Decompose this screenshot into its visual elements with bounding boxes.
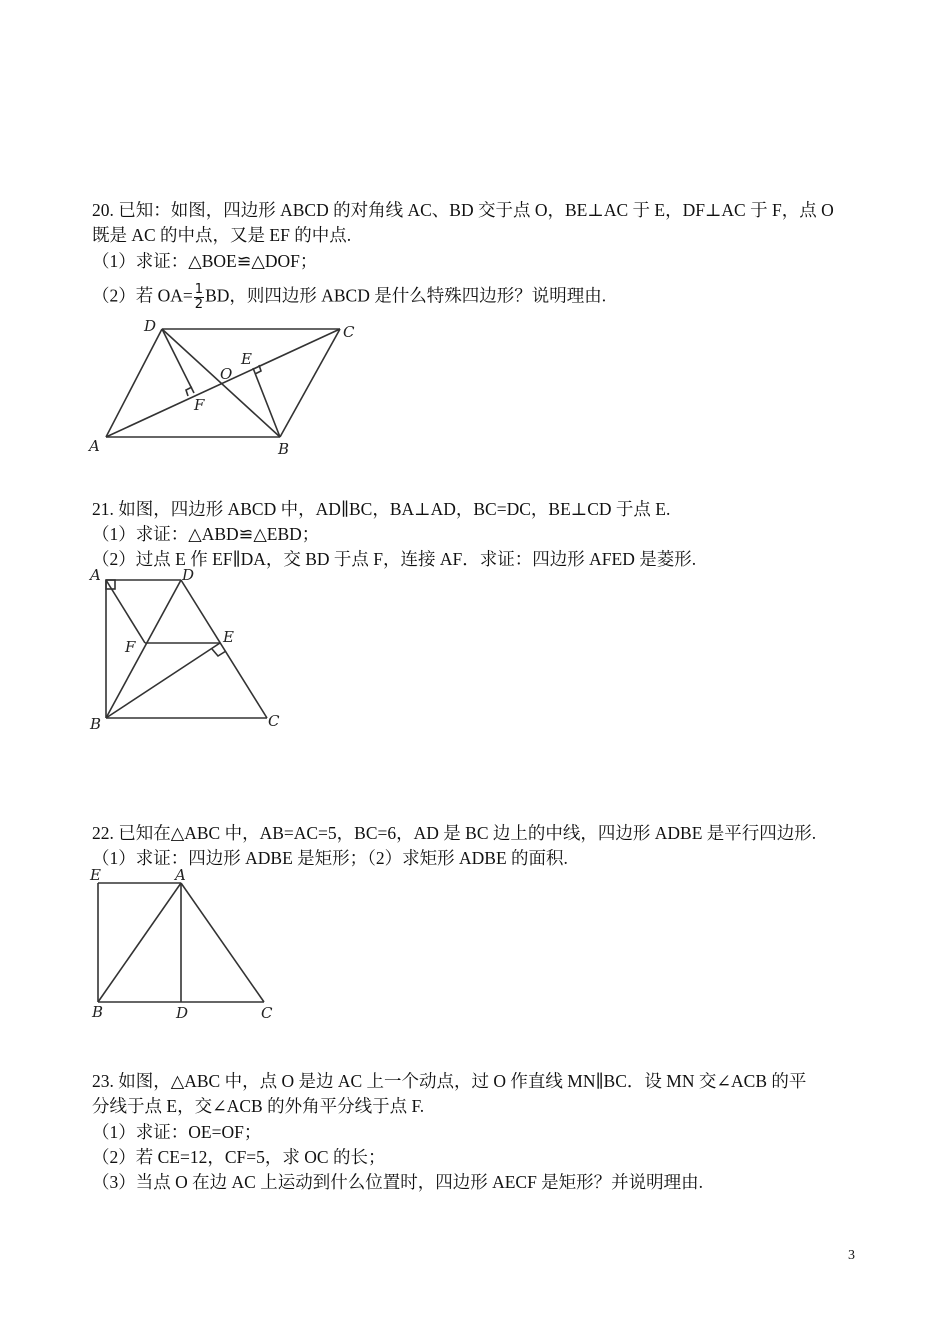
label-C: C — [268, 712, 280, 730]
label-E: E — [223, 628, 234, 646]
problem-20-line-1: 20. 已知：如图，四边形 ABCD 的对角线 AC、BD 交于点 O，BE⊥AC 于 E，DF⊥AC 于 F，点 O — [92, 200, 834, 220]
label-C: C — [261, 1004, 273, 1022]
label-F: F — [125, 638, 136, 656]
problem-20-line-2: 既是 AC 的中点，又是 EF 的中点. — [92, 225, 352, 245]
label-A: A — [90, 566, 101, 584]
problem-23-part-2: （2）若 CE=12，CF=5，求 OC 的长； — [92, 1147, 386, 1167]
problem-22-line-1: 22. 已知在△ABC 中，AB=AC=5，BC=6，AD 是 BC 边上的中线，四边形 ADBE 是平行四边形. — [92, 823, 817, 843]
side-AC — [181, 883, 264, 1002]
label-A: A — [89, 437, 100, 455]
fraction-numerator: 1 — [194, 282, 204, 297]
label-B: B — [92, 1003, 104, 1021]
fraction-denominator: 2 — [194, 297, 204, 312]
problem-23-part-3: （3）当点 O 在边 AC 上运动到什么位置时，四边形 AECF 是矩形？并说明理由. — [92, 1172, 704, 1192]
problem-21-line-1: 21. 如图，四边形 ABCD 中，AD∥BC，BA⊥AD，BC=DC，BE⊥CD 于点 E. — [92, 499, 671, 519]
label-C: C — [343, 323, 355, 341]
problem-22-parts: （1）求证：四边形 ADBE 是矩形；（2）求矩形 ADBE 的面积. — [92, 848, 568, 868]
problem-21-part-1: （1）求证：△ABD≌△EBD； — [92, 524, 320, 544]
label-F: F — [194, 396, 205, 414]
problem-23-line-1: 23. 如图，△ABC 中，点 O 是边 AC 上一个动点，过 O 作直线 MN∥BC．设 MN 交∠ACB 的平 — [92, 1071, 807, 1091]
label-E: E — [241, 350, 252, 368]
label-D: D — [182, 566, 195, 584]
side-AB — [98, 883, 181, 1002]
problem-21-part-2: （2）过点 E 作 EF∥DA，交 BD 于点 F，连接 AF．求证：四边形 AFED 是菱形. — [92, 549, 697, 569]
label-E: E — [90, 866, 101, 884]
label-B: B — [278, 440, 290, 458]
problem-23-part-1: （1）求证：OE=OF； — [92, 1122, 262, 1142]
problem-23-line-2: 分线于点 E，交∠ACB 的外角平分线于点 F. — [92, 1096, 425, 1116]
page-number: 3 — [848, 1248, 855, 1263]
label-B: B — [90, 715, 102, 733]
label-D: D — [144, 317, 157, 335]
problem-20-part-2-pre: （2）若 OA= — [92, 285, 193, 306]
label-O: O — [220, 365, 233, 383]
problem-20-part-2-post: BD，则四边形 ABCD 是什么特殊四边形？说明理由. — [205, 285, 607, 306]
label-A: A — [175, 866, 186, 884]
problem-20-part-1: （1）求证：△BOE≌△DOF； — [92, 251, 318, 271]
label-D: D — [176, 1004, 189, 1022]
